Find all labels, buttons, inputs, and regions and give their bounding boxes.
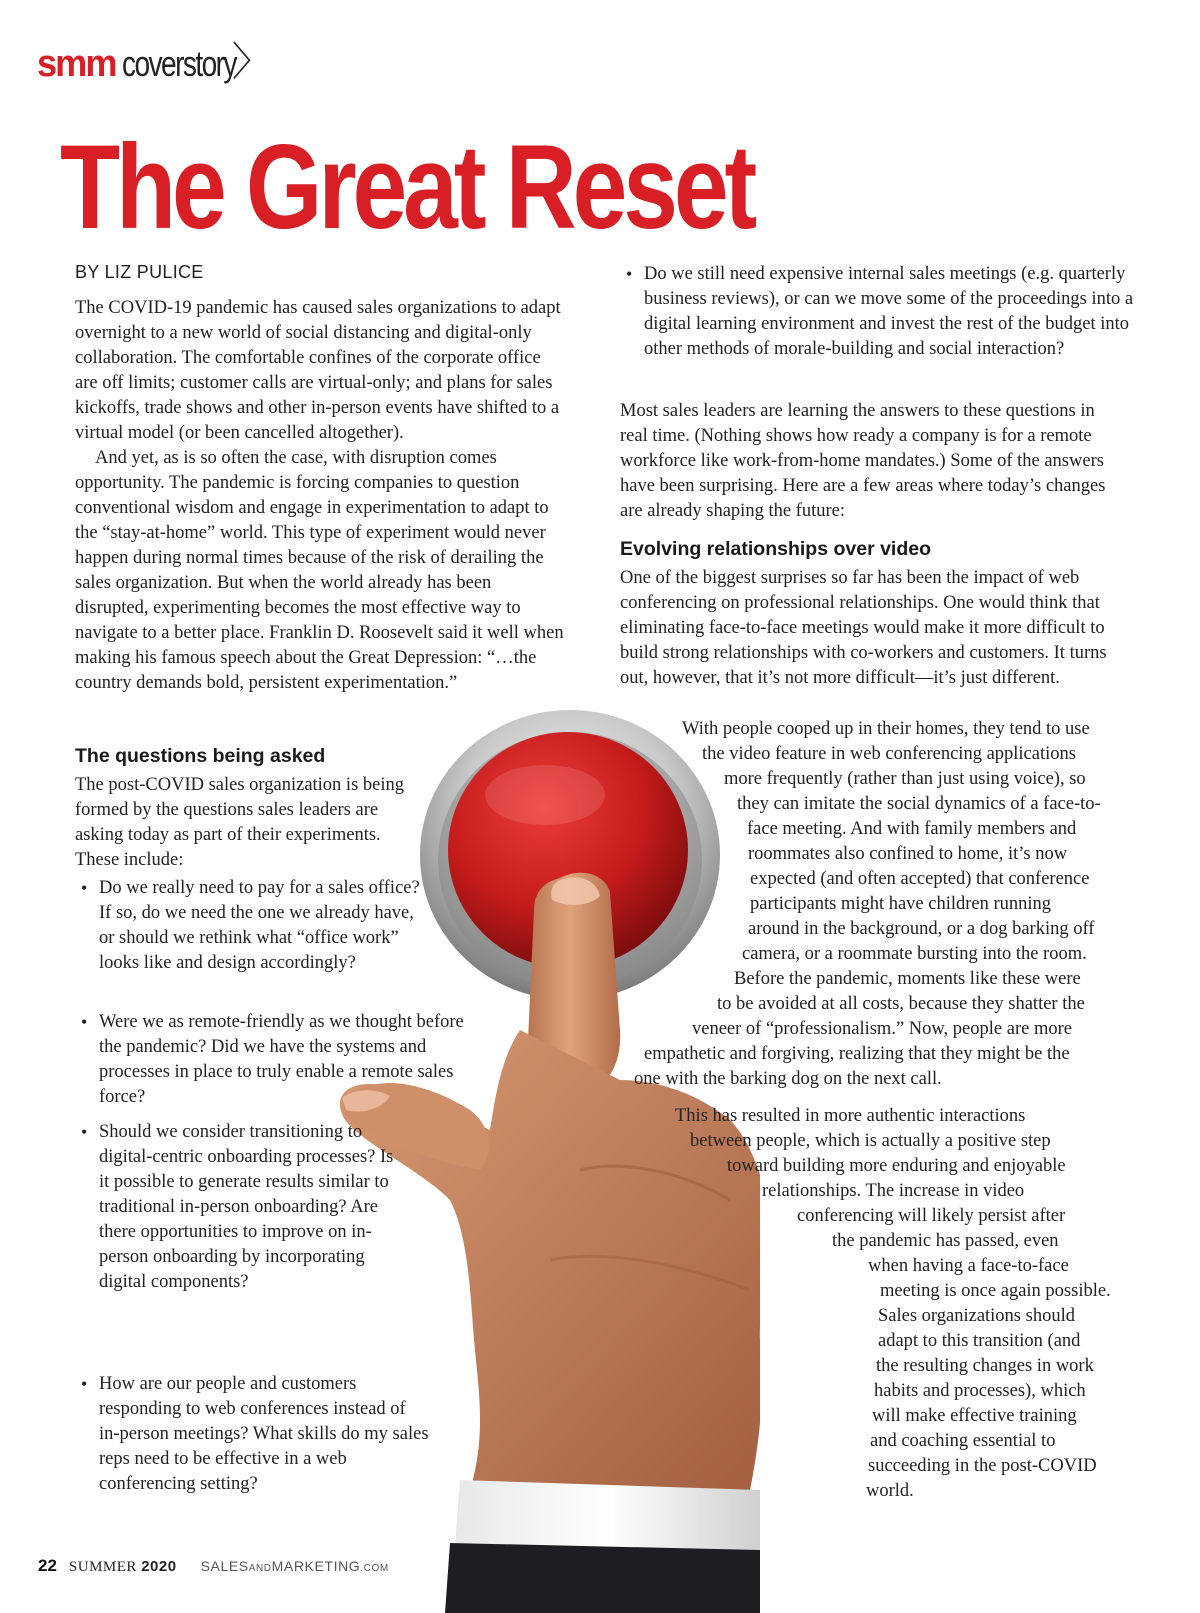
text-line: roommates also confined to home, it’s now <box>748 844 1068 864</box>
intro-paragraph-2: And yet, as is so often the case, with disruption comes opportunity. The pandemic is forcing companies to question conventional wisdom and engage in experimentation to adapt to the “stay-at-home” world. This type of experiment would never happen during normal times because of the risk of derailing the sales organization. But when the world already has been disrupted, experimenting becomes the most effective way to navigate to a better place. Franklin D. Roosevelt said it well when making his famous speech about the Great Depression: “…the country demands bold, persistent experimentation.” <box>75 448 564 693</box>
subhead-evolving-relationships: Evolving relationships over video <box>620 538 932 560</box>
text-line: more frequently (rather than just using voice), so <box>724 769 1086 789</box>
text-line: adapt to this transition (and <box>878 1331 1081 1351</box>
text-line: the video feature in web conferencing applications <box>702 744 1076 764</box>
suit-sleeve <box>445 1543 760 1613</box>
text-line: around in the background, or a dog barking off <box>748 919 1095 939</box>
text-line: empathetic and forgiving, realizing that they might be the <box>644 1044 1070 1064</box>
text-line: world. <box>866 1481 914 1501</box>
website-link[interactable] <box>201 1558 389 1574</box>
article-title: The Great Reset <box>60 120 754 254</box>
byline: BY LIZ PULICE <box>75 262 204 282</box>
text-line: camera, or a roommate bursting into the room. <box>742 944 1087 964</box>
list-item: • Do we really need to pay for a sales office? If so, do we need the one we already have, or should we rethink what “office work” looks like and design accordingly? <box>75 876 429 976</box>
text-line: relationships. The increase in video <box>762 1181 1025 1201</box>
subhead-questions: The questions being asked <box>75 745 326 767</box>
section-label: coverstory <box>121 43 236 84</box>
section-kicker <box>37 34 272 84</box>
chevron-right-icon: 〉 <box>231 40 272 84</box>
text-line: one with the barking dog on the next call. <box>634 1069 942 1089</box>
text-line: face meeting. And with family members and <box>747 819 1077 839</box>
text-line: veneer of “professionalism.” Now, people are more <box>692 1019 1072 1039</box>
page-footer <box>38 1556 389 1576</box>
intro-paragraph-1: The COVID-19 pandemic has caused sales organizations to adapt overnight to a new world of social distancing and digital-only collaboration. The comfortable confines of the corporate office are off limits; customer calls are virtual-only; and plans for sales kickoffs, trade shows and other in-person events have shifted to a virtual model (or been cancelled altogether). <box>75 298 561 443</box>
site-part: MARKETING <box>271 1558 361 1574</box>
list-item: • Were we as remote-friendly as we thought before the pandemic? Did we have the systems and processes in place to truly enable a remote sales force? <box>75 1010 484 1110</box>
list-item: • Do we still need expensive internal sales meetings (e.g. quarterly business reviews), or can we move some of the proceedings into a digital learning environment and invest the rest of the budget into other methods of morale-building and social interaction? <box>620 262 1149 362</box>
site-part: AND <box>248 1563 272 1574</box>
text-line: toward building more enduring and enjoyable <box>727 1156 1066 1176</box>
text-line: expected (and often accepted) that conference <box>750 869 1090 889</box>
list-item: • Should we consider transitioning to digital-centric onboarding processes? Is it possible to generate results similar to traditional in-person onboarding? Are there opportunities to improve on in-person onboarding by incorporating digital components? <box>75 1120 394 1295</box>
text-line: between people, which is actually a positive step <box>690 1131 1051 1151</box>
questions-intro-paragraph: The post-COVID sales organization is being formed by the questions sales leaders are asking today as part of their experiments. These include: <box>75 775 404 870</box>
text-line: participants might have children running <box>750 894 1052 914</box>
issue-date <box>69 1558 177 1576</box>
text-line: This has resulted in more authentic interactions <box>675 1106 1026 1126</box>
text-line: the pandemic has passed, even <box>832 1231 1059 1251</box>
text-line: when having a face-to-face <box>868 1256 1069 1276</box>
page-number: 22 <box>38 1556 57 1575</box>
text-line: With people cooped up in their homes, they tend to use <box>682 719 1090 739</box>
text-line: succeeding in the post-COVID <box>868 1456 1097 1476</box>
text-line: meeting is once again possible. <box>880 1281 1111 1301</box>
site-part: SALES <box>200 1558 249 1574</box>
text-line: they can imitate the social dynamics of a face-to- <box>737 794 1101 814</box>
issue-year: 2020 <box>141 1558 177 1575</box>
video-relationships-paragraph: One of the biggest surprises so far has been the impact of web conferencing on professional relationships. One would think that eliminating face-to-face meetings would make it more difficult to build strong relationships with co-workers and customers. It turns out, however, that it’s not more difficult—it’s just different. <box>620 568 1107 688</box>
text-line: conferencing will likely persist after <box>797 1206 1066 1226</box>
answers-paragraph: Most sales leaders are learning the answers to these questions in real time. (Nothing shows how ready a company is for a remote workforce like work-from-home mandates.) Some of the answers have been surprising. Here are a few areas where today’s changes are already shaping the future: <box>620 401 1106 521</box>
text-line: will make effective training <box>872 1406 1077 1426</box>
site-part: .COM <box>360 1563 389 1574</box>
shirt-cuff <box>455 1480 760 1550</box>
text-line: to be avoided at all costs, because they shatter the <box>717 994 1085 1014</box>
list-item: • How are our people and customers responding to web conferences instead of in-person meetings? What skills do my sales reps need to be effective in a web conferencing setting? <box>75 1372 429 1497</box>
text-line: Before the pandemic, moments like these were <box>734 969 1081 989</box>
text-line: Sales organizations should <box>878 1306 1075 1326</box>
issue-season: SUMMER <box>68 1559 137 1575</box>
text-line: the resulting changes in work <box>876 1356 1094 1376</box>
text-line: and coaching essential to <box>870 1431 1056 1451</box>
text-line: habits and processes), which <box>874 1381 1086 1401</box>
brand-logo: smm <box>37 43 116 85</box>
